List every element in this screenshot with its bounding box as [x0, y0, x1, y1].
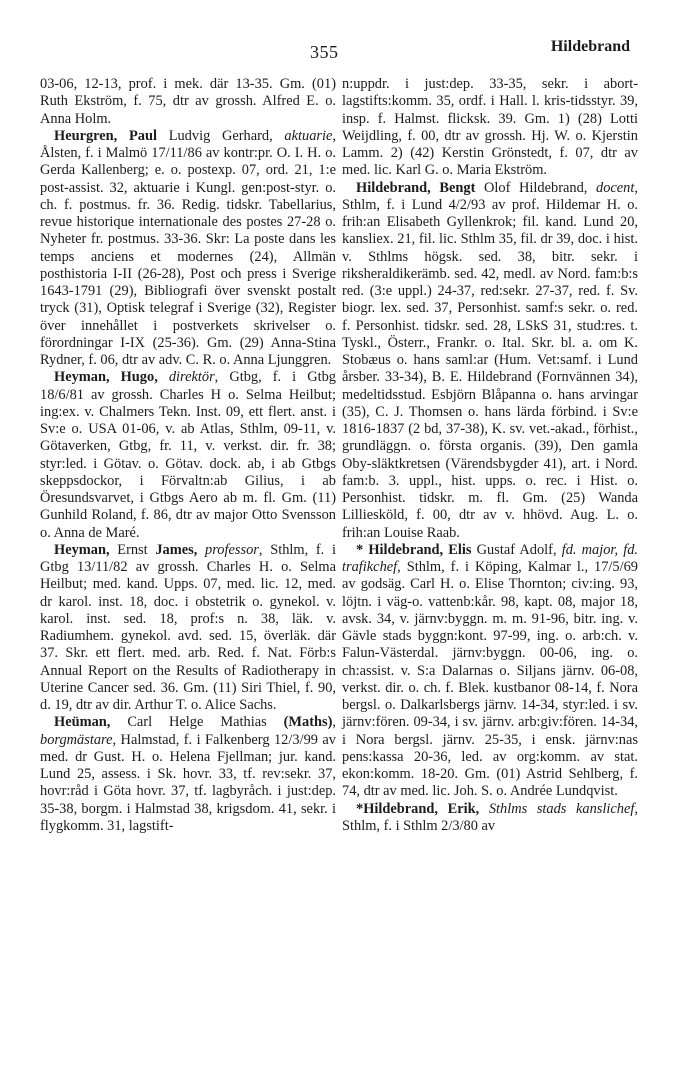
entry-given-names: Ernst: [109, 541, 156, 558]
entry-occupation: fd. major, fd. trafikchef: [342, 541, 638, 575]
entry-headword: Heyman, Hugo,: [54, 369, 158, 386]
entry-continuation: [40, 76, 336, 128]
entry-headword: *Hildebrand, Erik,: [356, 800, 480, 817]
entry-headword-name: James,: [155, 541, 198, 558]
entry-text: , Gtbg, f. i Gtbg 18/6/81 av grossh. Charles H o. Selma Heilbut; ing:ex. v. Chalmers Tekn. Inst. 09, ett flert. anst. i Sv:e o. USA 01-06, v. ab Atlas, Sthlm, 09-11, v. Götaverken, Gtbg, fr. 11, v. verkst. dir. fr. 38; styr:led. i Götav. o. Götav. dock. ab, i ab Gtbgs skeppsdockor, i Förvaltn:ab Gilius, i ab Öresundsvarvet, i Gtbgs Aero ab m. fl. Gm. (11) Gunhild Roland, f. 86, dtr av major Otto Svensson o. Anna de Maré.: [40, 369, 336, 541]
entry-heyman-hugo: [40, 369, 336, 542]
entry-text: , Sthlm, f. i Lund 4/2/93 av prof. Hildemar H. o. frih:an Elisabeth Gyllenkrok; fil. kand. Lund 20, kansliex. 21, fil. lic. Sthlm 35, fil. dr 39, doc. i hist. v. Sthlms högsk. sed. 38, bitr. sekr. i riksheraldikerämb. sed. 42, medl. av Nord. fam:b:s red. (3:e uppl.) 24-37, red:sekr. 27-37, red. f. Sv. biogr. lex. sed. 37, Personhist. samf:s sekr. o. red. f. Personhist. tidskr. sed. 28, LSkS 31, stud:res. t. Tyskl., Österr., Frankr. o. Ital. Skr. bl. a. om K. Stobæus o. hans saml:ar (Hum. Vet:samf. i Lund årsber. 33-34), B. E. Hildebrand (Fornvännen 34), medeltidsstud. Esbjörn Blåpanna o. hans arvingar (35), C. J. Thomsen o. hans lärda förbind. i Sv:e 1816-1837 (2 bd, 37-38), K. sv. vet.-akad., förhist., grundläggn. o. första organis. (39), Den gamla Oby-släktkretsen (Värendsbygder 41), art. i Nord. fam:b. 3. uppl., hist. upps. o. rec. i Hist. o. Personhist. tidskr. m. fl. Gm. (25) Wanda Lilliesköld, f. 00, dtr av v. hhövd. Aug. L. o. frih:an Louise Raab.: [342, 179, 638, 541]
entry-occupation: aktuarie: [284, 127, 333, 144]
entry-occupation: professor: [205, 541, 259, 558]
entry-text: , Ålsten, f. i Malmö 17/11/86 av kontr:pr. O. I. H. o. Gerda Kallenberg; e. o. postexp. 07, ord. 21, 1:e post-assist. 32, aktuarie i Kungl. gen:post-styr. o. ch. f. postmus. fr. 36. Redig. tidskr. Tabellarius, revue historique internationale des postes 27-28 o. Nyheter fr. postmus. 33-36. Skr: La poste dans les temps anciens et modernes (24), Allmän posthistoria I-II (26-28), Post och press i Sverige 1643-1791 (29), Bibliografi över svenskt postalt tryck (31), Optisk telegraf i Sverige (32), Register över innehållet i postverkets skrivelser o. förordningar I-IX (25-36). Gm. (29) Anna-Stina Rydner, f. 06, dtr av adv. C. R. o. Anna Ljunggren.: [40, 127, 336, 368]
entry-headword: Hildebrand, Bengt: [356, 179, 476, 196]
entry-given-names: Olof Hildebrand,: [475, 179, 597, 196]
entry-text: , Halmstad, f. i Falkenberg 12/3/99 av med. dr Gust. H. o. Helena Fjellman; jur. kand. Lund 25, assess. i Sk. hovr. 33, tf. rev:sekr. 37, hovr:råd i Göta hovr. 37, tf. lagbyråch. i just:dep. 35-38, borgm. i Halmstad 38, krigsdom. 41, sekr. i flygkomm. 31, lagstift-: [40, 731, 336, 834]
entry-given-names: [479, 801, 489, 817]
page-header: [40, 38, 630, 64]
entry-headword: Heüman,: [54, 714, 111, 731]
entry-hildebrand-erik: [342, 801, 638, 836]
entry-heuman: [40, 714, 336, 835]
entry-occupation: direktör: [168, 369, 215, 386]
page-number: 355: [310, 42, 339, 62]
entry-heyman-james: [40, 542, 336, 715]
entry-text: n:uppdr. i just:dep. 33-35, sekr. i abort-lagstifts:komm. 35, ordf. i Hall. l. kris-tidsstyr. 39, insp. f. Halmst. flicksk. 39. Gm. 1) (28) Lotti Weijdling, f. 00, dtr av grossh. Hj. W. o. Kjerstin Lamm. 2) (42) Kerstin Grönstedt, f. 07, dtr av med. lic. Karl G. o. Maria Ekström.: [342, 76, 638, 179]
entry-headword: Heurgren, Paul: [54, 127, 157, 144]
entry-separator: ,: [332, 714, 336, 731]
left-column: [40, 76, 336, 835]
entry-text: , Sthlm, f. i Sthlm 2/3/80 av: [342, 800, 638, 834]
entry-headword: * Hildebrand, Elis: [356, 541, 472, 558]
entry-given-names: Ludvig Gerhard,: [156, 127, 285, 144]
right-column: [342, 76, 638, 835]
entry-text: , Sthlm, f. i Köping, Kalmar l., 17/5/69 av godsäg. Carl H. o. Elise Thornton; civ:ing. 93, löjtn. i väg-o. vattenb:kår. 98, kapt. 08, major 18, avsk. 34, v. järnv:byggn. m. m. 91-96, bitr. ing. v. Gävle stads byggn:kont. 97-99, ing. o. arb:ch. v. Falun-Västerdal. järnv:byggn. 00-06, ing. o. ch:assist. v. S:a Dalarnas o. Siljans järnv. 06-08, verkst. dir. o. ch. f. Blek. kustbanor 08-14, f. Nora bergsl. o. Dalkarlsbergs järnv. 14-34, styr:led. i sv. järnv:fören. 09-34, i sv. järnv. arb:giv:fören. 14-34, i Nora bergsl. järnv. 25-35, i ensk. järnv:nas pens:kassa 20-36, led. av org:komm. av stat. ekon:komm. 18-20. Gm. (01) Astrid Sehlberg, f. 74, dtr av med. lic. Joh. S. o. Andrée Lundqvist.: [342, 559, 638, 800]
entry-continuation: [342, 76, 638, 180]
entry-given-names: [158, 369, 169, 385]
entry-text: 03-06, 12-13, prof. i mek. där 13-35. Gm. (01) Ruth Ekström, f. 75, dtr av grossh. Alfred E. o. Anna Holm.: [40, 76, 336, 127]
entry-hildebrand-elis: [342, 542, 638, 801]
entry-headword-name: (Maths): [283, 714, 333, 731]
entry-heurgren: [40, 128, 336, 370]
entry-given-names: Carl Helge Mathias: [110, 714, 284, 731]
running-head: Hildebrand: [550, 38, 630, 55]
entry-text: , Sthlm, f. i Gtbg 13/11/82 av grossh. Charles H. o. Selma Heilbut; med. kand. Upps. 07, med. lic. 12, med. dr karol. inst. 18, doc. i obstetrik o. gynekol. v. karol. inst. sed. 18, prof:s n. 38, läk. v. Radiumhem. gynekol. avd. sed. 15, överläk. där 37. Skr. ett flert. med. arb. Red. f. Nat. Förb:s Annual Report on the Results of Radiotherapy in Uterine Cancer sed. 36. Gm. (11) Siri Thiel, f. 90, d. 19, dtr av dir. Arthur T. o. Alice Sachs.: [40, 541, 336, 713]
entry-occupation: docent: [596, 179, 635, 196]
entry-occupation: Sthlms stads kanslichef: [488, 800, 635, 817]
entry-headword: Heyman,: [54, 541, 110, 558]
entry-occupation: borgmästare: [40, 731, 113, 748]
entry-separator: [197, 542, 205, 558]
entry-given-names: Gustaf Adolf,: [471, 541, 562, 558]
entry-hildebrand-bengt: [342, 180, 638, 542]
